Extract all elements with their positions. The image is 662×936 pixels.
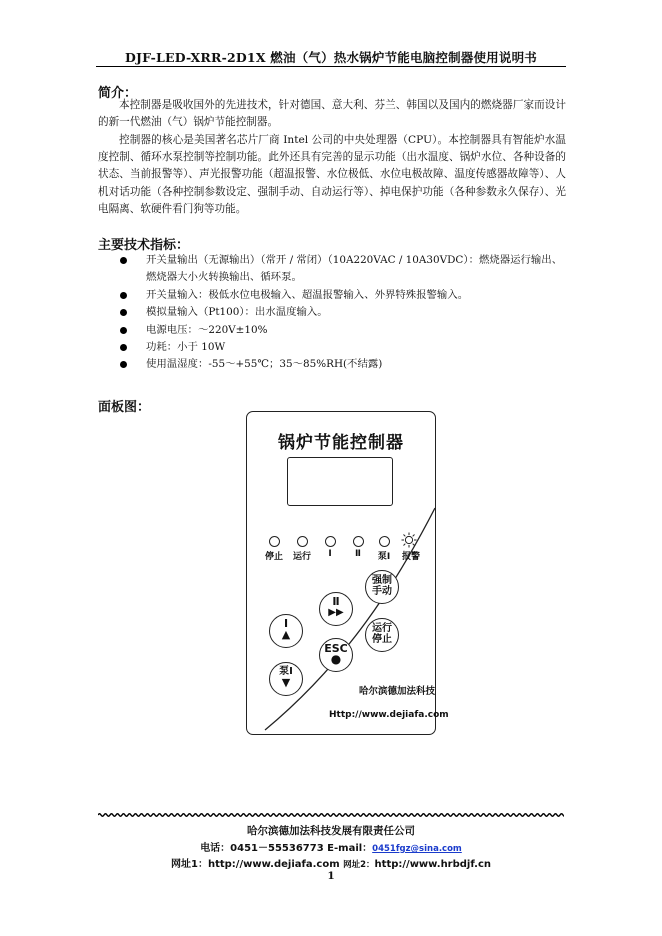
footer-websites: [0, 855, 662, 870]
spec-item: 开关量输入：极低水位电极输入、超温报警输入、外界特殊报警输入。: [98, 287, 566, 304]
led-label-pump: 泵Ⅰ: [377, 552, 391, 562]
footer-company: 哈尔滨德加法科技发展有限责任公司: [247, 825, 415, 837]
intro-heading: 简介：: [98, 86, 138, 101]
footer-web2-link[interactable]: http://www.hrbdjf.cn: [374, 859, 492, 870]
footer-contact: [0, 839, 662, 854]
footer-web1-link[interactable]: http://www.dejiafa.com: [207, 859, 340, 870]
intro-paragraph-2: 控制器的核心是美国著名芯片厂商 Intel 公司的中央处理器（CPU）。本控制器具有智能炉水温度控制、循环水泵控制等控制功能。此外还具有完善的显示功能（出水温度、锅炉水位、各种设备的状态、当前报警等）、声光报警功能（超温报警、水位极低、水位电极故障、温度传感器故障等）、人机对话功能（各种控制参数设定、强制手动、自动运行等）、掉电保护功能（各种参数永久保存）、光电隔离、软硬件看门狗等功能。: [98, 134, 566, 215]
led-label-run: 运行: [292, 552, 311, 562]
panel-brand: 哈尔滨德加法科技: [359, 686, 436, 697]
spec-item: 功耗：小于 10W: [98, 339, 566, 356]
led-pump-indicator: [379, 536, 390, 547]
down-arrow-icon: ▼: [281, 676, 291, 689]
header-rule: [96, 66, 566, 67]
page-number: 1: [327, 870, 335, 882]
panel-url: Http://www.dejiafa.com: [329, 710, 449, 720]
panel-heading: 面板图：: [98, 400, 151, 415]
intro-paragraph-1: 本控制器是吸收国外的先进技术，针对德国、意大利、芬兰、韩国以及国内的燃烧器厂家而设计的新一代燃油（气）锅炉节能控制器。: [98, 99, 566, 129]
spec-item: 开关量输出（无源输出）（常开 / 常闭）（10A220VAC / 10A30VDC）：燃烧器运行输出、燃烧器大小火转换输出、循环泵。: [98, 252, 566, 287]
led-run-indicator: [297, 536, 308, 547]
footer-wavy-rule: [98, 812, 564, 818]
bullet-icon: [120, 327, 127, 334]
stage1-button[interactable]: Ⅰ ▲: [269, 614, 303, 648]
bullet-icon: [120, 292, 127, 299]
led-label-alarm: 报警: [401, 552, 420, 562]
led-label-stage2: Ⅱ: [355, 549, 361, 559]
run-stop-button[interactable]: 运行停止: [365, 618, 399, 652]
fast-forward-icon: ▶▶: [328, 607, 344, 618]
bullet-icon: [120, 361, 127, 368]
controller-panel: [246, 411, 449, 735]
footer-phone: 电话：0451－55536773 E-mail：: [200, 843, 373, 854]
led-label-stage1: Ⅰ: [328, 549, 332, 559]
panel-title: 锅炉节能控制器: [278, 433, 404, 453]
spec-item: 使用温湿度：-55～+55℃；35～85%RH(不结露): [98, 356, 566, 373]
dot-icon: ●: [330, 652, 342, 666]
bullet-icon: [120, 344, 127, 351]
force-manual-button[interactable]: 强制手动: [365, 570, 399, 604]
footer-web1-label: 网址1：: [170, 859, 208, 870]
esc-button[interactable]: ESC ●: [319, 638, 353, 672]
pump-button[interactable]: 泵Ⅰ ▼: [269, 662, 303, 696]
led-stop-indicator: [269, 536, 280, 547]
led-label-stop: 停止: [264, 552, 283, 562]
spec-item: 模拟量输入（Pt100）：出水温度输入。: [98, 304, 566, 321]
bullet-icon: [120, 309, 127, 316]
specs-list: [98, 252, 566, 374]
footer-email-link[interactable]: 0451fgz@sina.com: [372, 844, 462, 854]
spec-item: 电源电压：～220V±10%: [98, 322, 566, 339]
led-stage2-indicator: [353, 536, 364, 547]
bullet-icon: [120, 257, 127, 264]
up-arrow-icon: ▲: [281, 628, 291, 641]
document-title: DJF-LED-XRR-2D1X 燃油（气）热水锅炉节能电脑控制器使用说明书: [125, 50, 537, 65]
footer-web2-label: 网址2：: [343, 860, 375, 870]
led-stage1-indicator: [325, 536, 336, 547]
lcd-display: [287, 457, 393, 506]
specs-heading: 主要技术指标：: [98, 238, 190, 253]
alarm-light-icon: [401, 532, 417, 548]
stage2-button[interactable]: Ⅱ ▶▶: [319, 592, 353, 626]
